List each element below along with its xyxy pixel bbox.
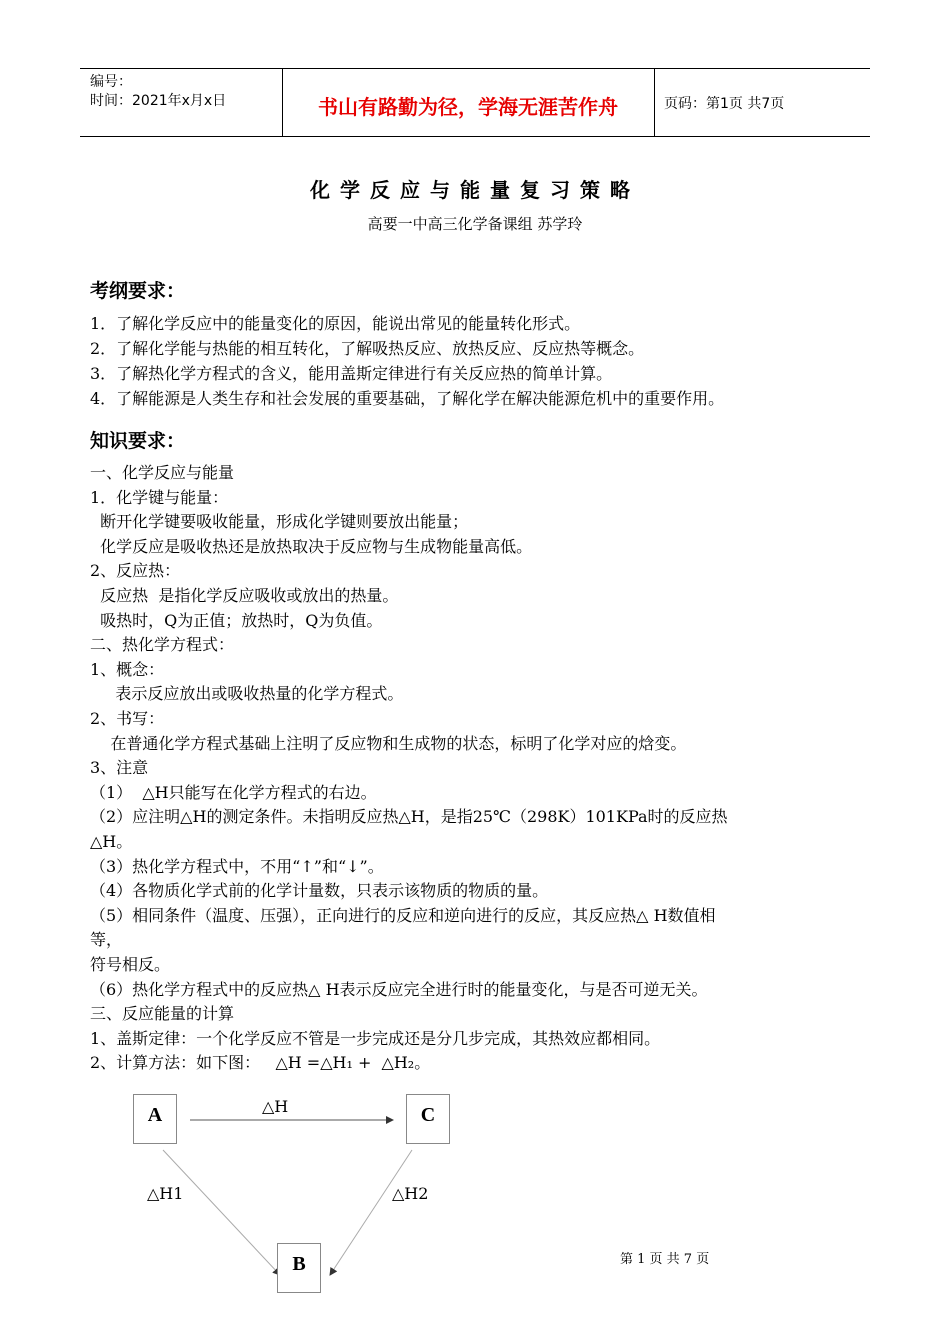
syllabus-item: 2．了解化学能与热能的相互转化，了解吸热反应、放热反应、反应热等概念。 [90,339,645,358]
label-delta-h1: △H1 [147,1184,184,1203]
page-footer: 第 1 页 共 7 页 [620,1252,710,1267]
knowledge-line: （4）各物质化学式前的化学计量数，只表示该物质的物质的量。 [90,881,549,900]
knowledge-line: （6）热化学方程式中的反应热△ H表示反应完全进行时的能量变化，与是否可逆无关。 [90,980,708,999]
date-text: 时间：2021年x月x日 [90,93,227,109]
knowledge-line: （2）应注明△H的测定条件。未指明反应热△H，是指25℃（298K）101KPa时的反应热 [90,807,728,826]
knowledge-line: 一、化学反应与能量 [90,463,235,482]
knowledge-line: 2、反应热： [90,561,181,580]
knowledge-line: 吸热时，Q为正值；放热时，Q为负值。 [90,611,383,630]
node-b: B [277,1243,321,1293]
node-c: C [406,1094,450,1144]
knowledge-line: 在普通化学方程式基础上注明了反应物和生成物的状态，标明了化学对应的焓变。 [90,734,687,753]
syllabus-item: 4．了解能源是人类生存和社会发展的重要基础，了解化学在解决能源危机中的重要作用。 [90,389,725,408]
knowledge-line: 符号相反。 [90,955,171,974]
knowledge-line: 三、反应能量的计算 [90,1004,235,1023]
author-line: 高要一中高三化学备课组 苏学玲 [367,215,583,233]
knowledge-line: 等， [90,930,123,949]
knowledge-line: 3、注意 [90,758,149,777]
knowledge-line: 化学反应是吸收热还是放热取决于反应物与生成物能量高低。 [90,537,533,556]
section-heading-knowledge: 知识要求： [90,430,186,452]
page-label: 页码：第1页 共7页 [664,96,785,112]
knowledge-line: 1．化学键与能量： [90,488,229,507]
arrow-a-to-b [163,1150,280,1275]
knowledge-line: △H。 [90,832,133,851]
motto: 书山有路勤为径，学海无涯苦作舟 [318,95,618,119]
knowledge-line: 1、盖斯定律：一个化学反应不管是一步完成还是分几步完成，其热效应都相同。 [90,1029,661,1048]
page-title: 化学反应与能量复习策略 [310,178,640,202]
syllabus-item: 3．了解热化学方程式的含义，能用盖斯定律进行有关反应热的简单计算。 [90,364,613,383]
number-label: 编号： [90,74,132,90]
knowledge-line: （5）相同条件（温度、压强），正向进行的反应和逆向进行的反应，其反应热△ H数值相 [90,906,716,925]
knowledge-line: （3）热化学方程式中，不用“↑”和“↓”。 [90,857,384,876]
knowledge-line: 2、计算方法：如下图： △H =△H₁ + △H₂。 [90,1053,431,1072]
syllabus-item: 1．了解化学反应中的能量变化的原因，能说出常见的能量转化形式。 [90,314,581,333]
section-heading-syllabus: 考纲要求： [90,280,186,302]
knowledge-line: 反应热 是指化学反应吸收或放出的热量。 [90,586,399,605]
knowledge-line: 表示反应放出或吸收热量的化学方程式。 [90,684,404,703]
knowledge-line: 2、书写： [90,709,165,728]
label-delta-h2: △H2 [392,1184,429,1203]
node-a: A [133,1094,177,1144]
label-delta-h: △H [262,1097,289,1116]
knowledge-line: 二、热化学方程式： [90,635,235,654]
knowledge-line: 断开化学键要吸收能量，形成化学键则要放出能量； [90,512,469,531]
arrow-b-to-c [330,1150,412,1275]
knowledge-line: 1、概念： [90,660,165,679]
knowledge-line: （1） △H只能写在化学方程式的右边。 [90,783,377,802]
